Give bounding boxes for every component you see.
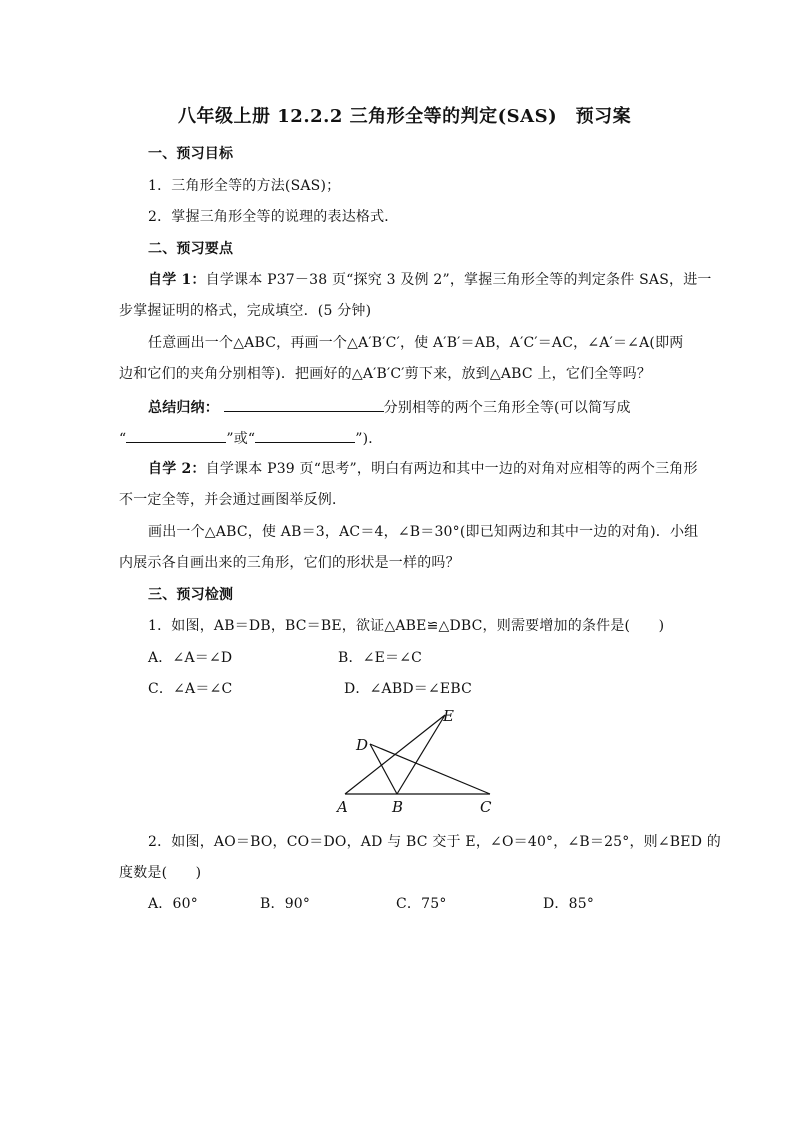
question-2-option-d[interactable]: D．85° <box>543 896 595 912</box>
label-c: C <box>480 798 492 816</box>
segment-be <box>397 715 445 794</box>
segment-dc <box>370 744 490 794</box>
label-e: E <box>443 707 454 725</box>
summary-blank-1[interactable] <box>224 397 384 412</box>
question-2-option-b[interactable]: B．90° <box>260 896 311 912</box>
label-a: A <box>337 798 348 816</box>
question-2-option-a[interactable]: A．60° <box>148 896 198 912</box>
task-2-line-1: 画出一个△ABC，使 AB＝3，AC＝4，∠B＝30°(即已知两边和其中一边的对角)．小组 <box>148 524 699 540</box>
summary-text: 分别相等的两个三角形全等(可以简写成 <box>383 400 631 416</box>
question-1-option-b[interactable]: B．∠E＝∠C <box>338 650 423 666</box>
self-study-1-line-2: 步掌握证明的格式，完成填空．(5 分钟) <box>119 303 372 319</box>
question-1-option-c[interactable]: C．∠A＝∠C <box>148 681 233 697</box>
self-study-2-text: 自学课本 P39 页“思考”，明白有两边和其中一边的对角对应相等的两个三角形 <box>205 461 698 477</box>
question-1-option-d[interactable]: D．∠ABD＝∠EBC <box>344 681 472 697</box>
self-study-1-text: 自学课本 P37－38 页“探究 3 及例 2”，掌握三角形全等的判定条件 SAS，进一 <box>205 272 712 288</box>
question-1-option-a[interactable]: A．∠A＝∠D <box>148 650 233 666</box>
section-heading-points: 二、预习要点 <box>148 241 234 257</box>
question-2-stem-line-2: 度数是( ) <box>119 865 202 881</box>
question-2-stem-line-1: 2．如图，AO＝BO，CO＝DO，AD 与 BC 交于 E，∠O＝40°，∠B＝25°，则∠BED 的 <box>148 834 721 850</box>
summary-blank-2[interactable] <box>126 428 226 443</box>
task-2-line-2: 内展示各自画出来的三角形，它们的形状是一样的吗？ <box>119 555 460 571</box>
segment-db <box>370 744 397 794</box>
summary-line-2 <box>119 428 383 448</box>
triangle-figure <box>330 702 510 818</box>
question-2-option-c[interactable]: C．75° <box>396 896 447 912</box>
summary-line-1 <box>148 397 631 417</box>
section-heading-goals: 一、预习目标 <box>148 146 234 162</box>
section-heading-check: 三、预习检测 <box>148 587 234 603</box>
label-d: D <box>356 736 369 754</box>
summary-quote-end: ”)． <box>355 431 383 447</box>
task-1-line-1: 任意画出一个△ABC，再画一个△A′B′C′，使 A′B′＝AB，A′C′＝AC，∠A′＝∠A(即两 <box>148 335 684 351</box>
goal-item-2: 2．掌握三角形全等的说理的表达格式． <box>148 209 399 225</box>
question-1-stem: 1．如图，AB＝DB，BC＝BE，欲证△ABE≌△DBC，则需要增加的条件是( ) <box>148 618 665 634</box>
self-study-2-label: 自学 2： <box>148 461 206 477</box>
summary-quote-open: “ <box>119 431 127 447</box>
self-study-2-line-1 <box>148 460 698 478</box>
self-study-1-label: 自学 1： <box>148 272 206 288</box>
self-study-1-line-1 <box>148 271 712 289</box>
summary-label: 总结归纳： <box>148 400 219 416</box>
self-study-2-line-2: 不一定全等，并会通过画图举反例． <box>119 492 347 508</box>
goal-item-1: 1．三角形全等的方法(SAS)； <box>148 178 341 194</box>
summary-quote-mid: ”或“ <box>226 431 256 447</box>
summary-blank-3[interactable] <box>255 428 355 443</box>
page-title: 八年级上册 12.2.2 三角形全等的判定(SAS) 预习案 <box>178 106 632 127</box>
label-b: B <box>392 798 404 816</box>
task-1-line-2: 边和它们的夹角分别相等)．把画好的△A′B′C′剪下来，放到△ABC 上，它们全等吗？ <box>119 366 652 382</box>
